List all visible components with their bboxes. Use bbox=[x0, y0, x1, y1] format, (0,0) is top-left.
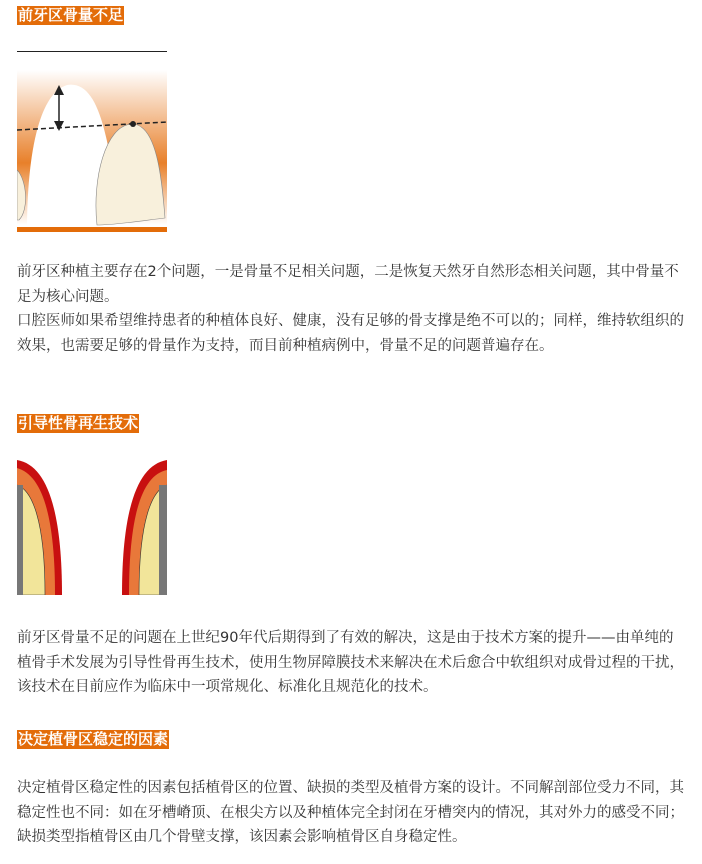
bone-deficiency-illustration bbox=[17, 70, 167, 232]
paragraph-2: 前牙区骨量不足的问题在上世纪90年代后期得到了有效的解决，这是由于技术方案的提升——由单纯的植骨手术发展为引导性骨再生技术，使用生物屏障膜技术来解决在术后愈合中软组织对成骨过程的干扰，该技术在目前应作为临床中一项常规化、标准化且规范化的技术。 bbox=[17, 630, 684, 695]
heading-2: 引导性骨再生技术 bbox=[18, 414, 139, 432]
heading-1: 前牙区骨量不足 bbox=[18, 6, 124, 24]
divider bbox=[17, 51, 167, 52]
heading-3: 决定植骨区稳定的因素 bbox=[18, 730, 169, 748]
paragraph-3: 决定植骨区稳定性的因素包括植骨区的位置、缺损的类型及植骨方案的设计。不同解剖部位受力不同，其稳定性也不同：如在牙槽嵴顶、在根尖方以及种植体完全封闭在牙槽突内的情况，其对外力的感受不同；缺损类型指植骨区由几个骨壁支撑，该因素会影响植骨区自身稳定性。 bbox=[17, 780, 684, 845]
paragraph-1: 前牙区种植主要存在2个问题，一是骨量不足相关问题，二是恢复天然牙自然形态相关问题，其中骨量不足为核心问题。 口腔医师如果希望维持患者的种植体良好、健康，没有足够的骨支撑是绝不可以的；同样，维持软组织的效果，也需要足够的骨量作为支持，而目前种植病例中，骨量不足的问题普遍存在。 bbox=[17, 264, 684, 354]
guided-bone-regeneration-illustration bbox=[17, 460, 167, 595]
